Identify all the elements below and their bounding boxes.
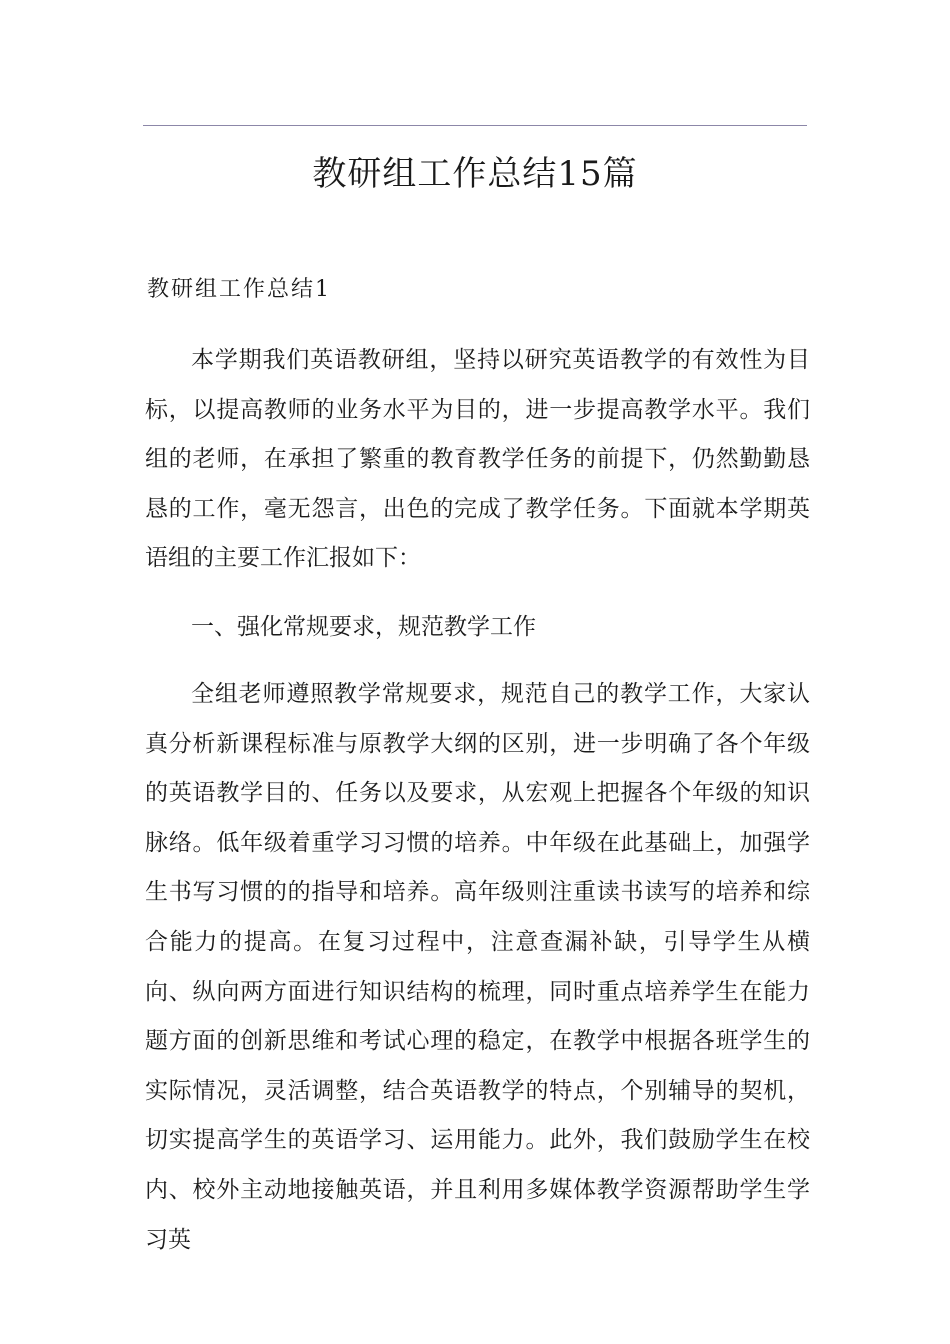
section-heading: 教研组工作总结1 xyxy=(147,277,331,302)
top-divider xyxy=(143,125,807,126)
document-title: 教研组工作总结15篇 xyxy=(312,154,638,194)
paragraph-2: 全组老师遵照教学常规要求，规范自己的教学工作，大家认真分析新课程标准与原教学大纲的区别，进一步明确了各个年级的英语教学目的、任务以及要求，从宏观上把握各个年级的知识脉络。低年级着重学习习惯的培养。中年级在此基础上，加强学生书写习惯的的指导和培养。高年级则注重读书读写的培养和综合能力的提高。在复习过程中，注意查漏补缺，引导学生从横向、纵向两方面进行知识结构的梳理，同时重点培养学生在能力题方面的创新思维和考试心理的稳定，在教学中根据各班学生的实际情况，灵活调整，结合英语教学的特点，个别辅导的契机，切实提高学生的英语学习、运用能力。此外，我们鼓励学生在校内、校外主动地接触英语，并且利用多媒体教学资源帮助学生学习英 xyxy=(145,681,810,1253)
sub-heading-1: 一、强化常规要求，规范教学工作 xyxy=(191,614,536,640)
paragraph-1: 本学期我们英语教研组，坚持以研究英语教学的有效性为目标，以提高教师的业务水平为目的，进一步提高教学水平。我们组的老师，在承担了繁重的教育教学任务的前提下，仍然勤勤恳恳的工作，毫无怨言，出色的完成了教学任务。下面就本学期英语组的主要工作汇报如下： xyxy=(145,347,810,572)
